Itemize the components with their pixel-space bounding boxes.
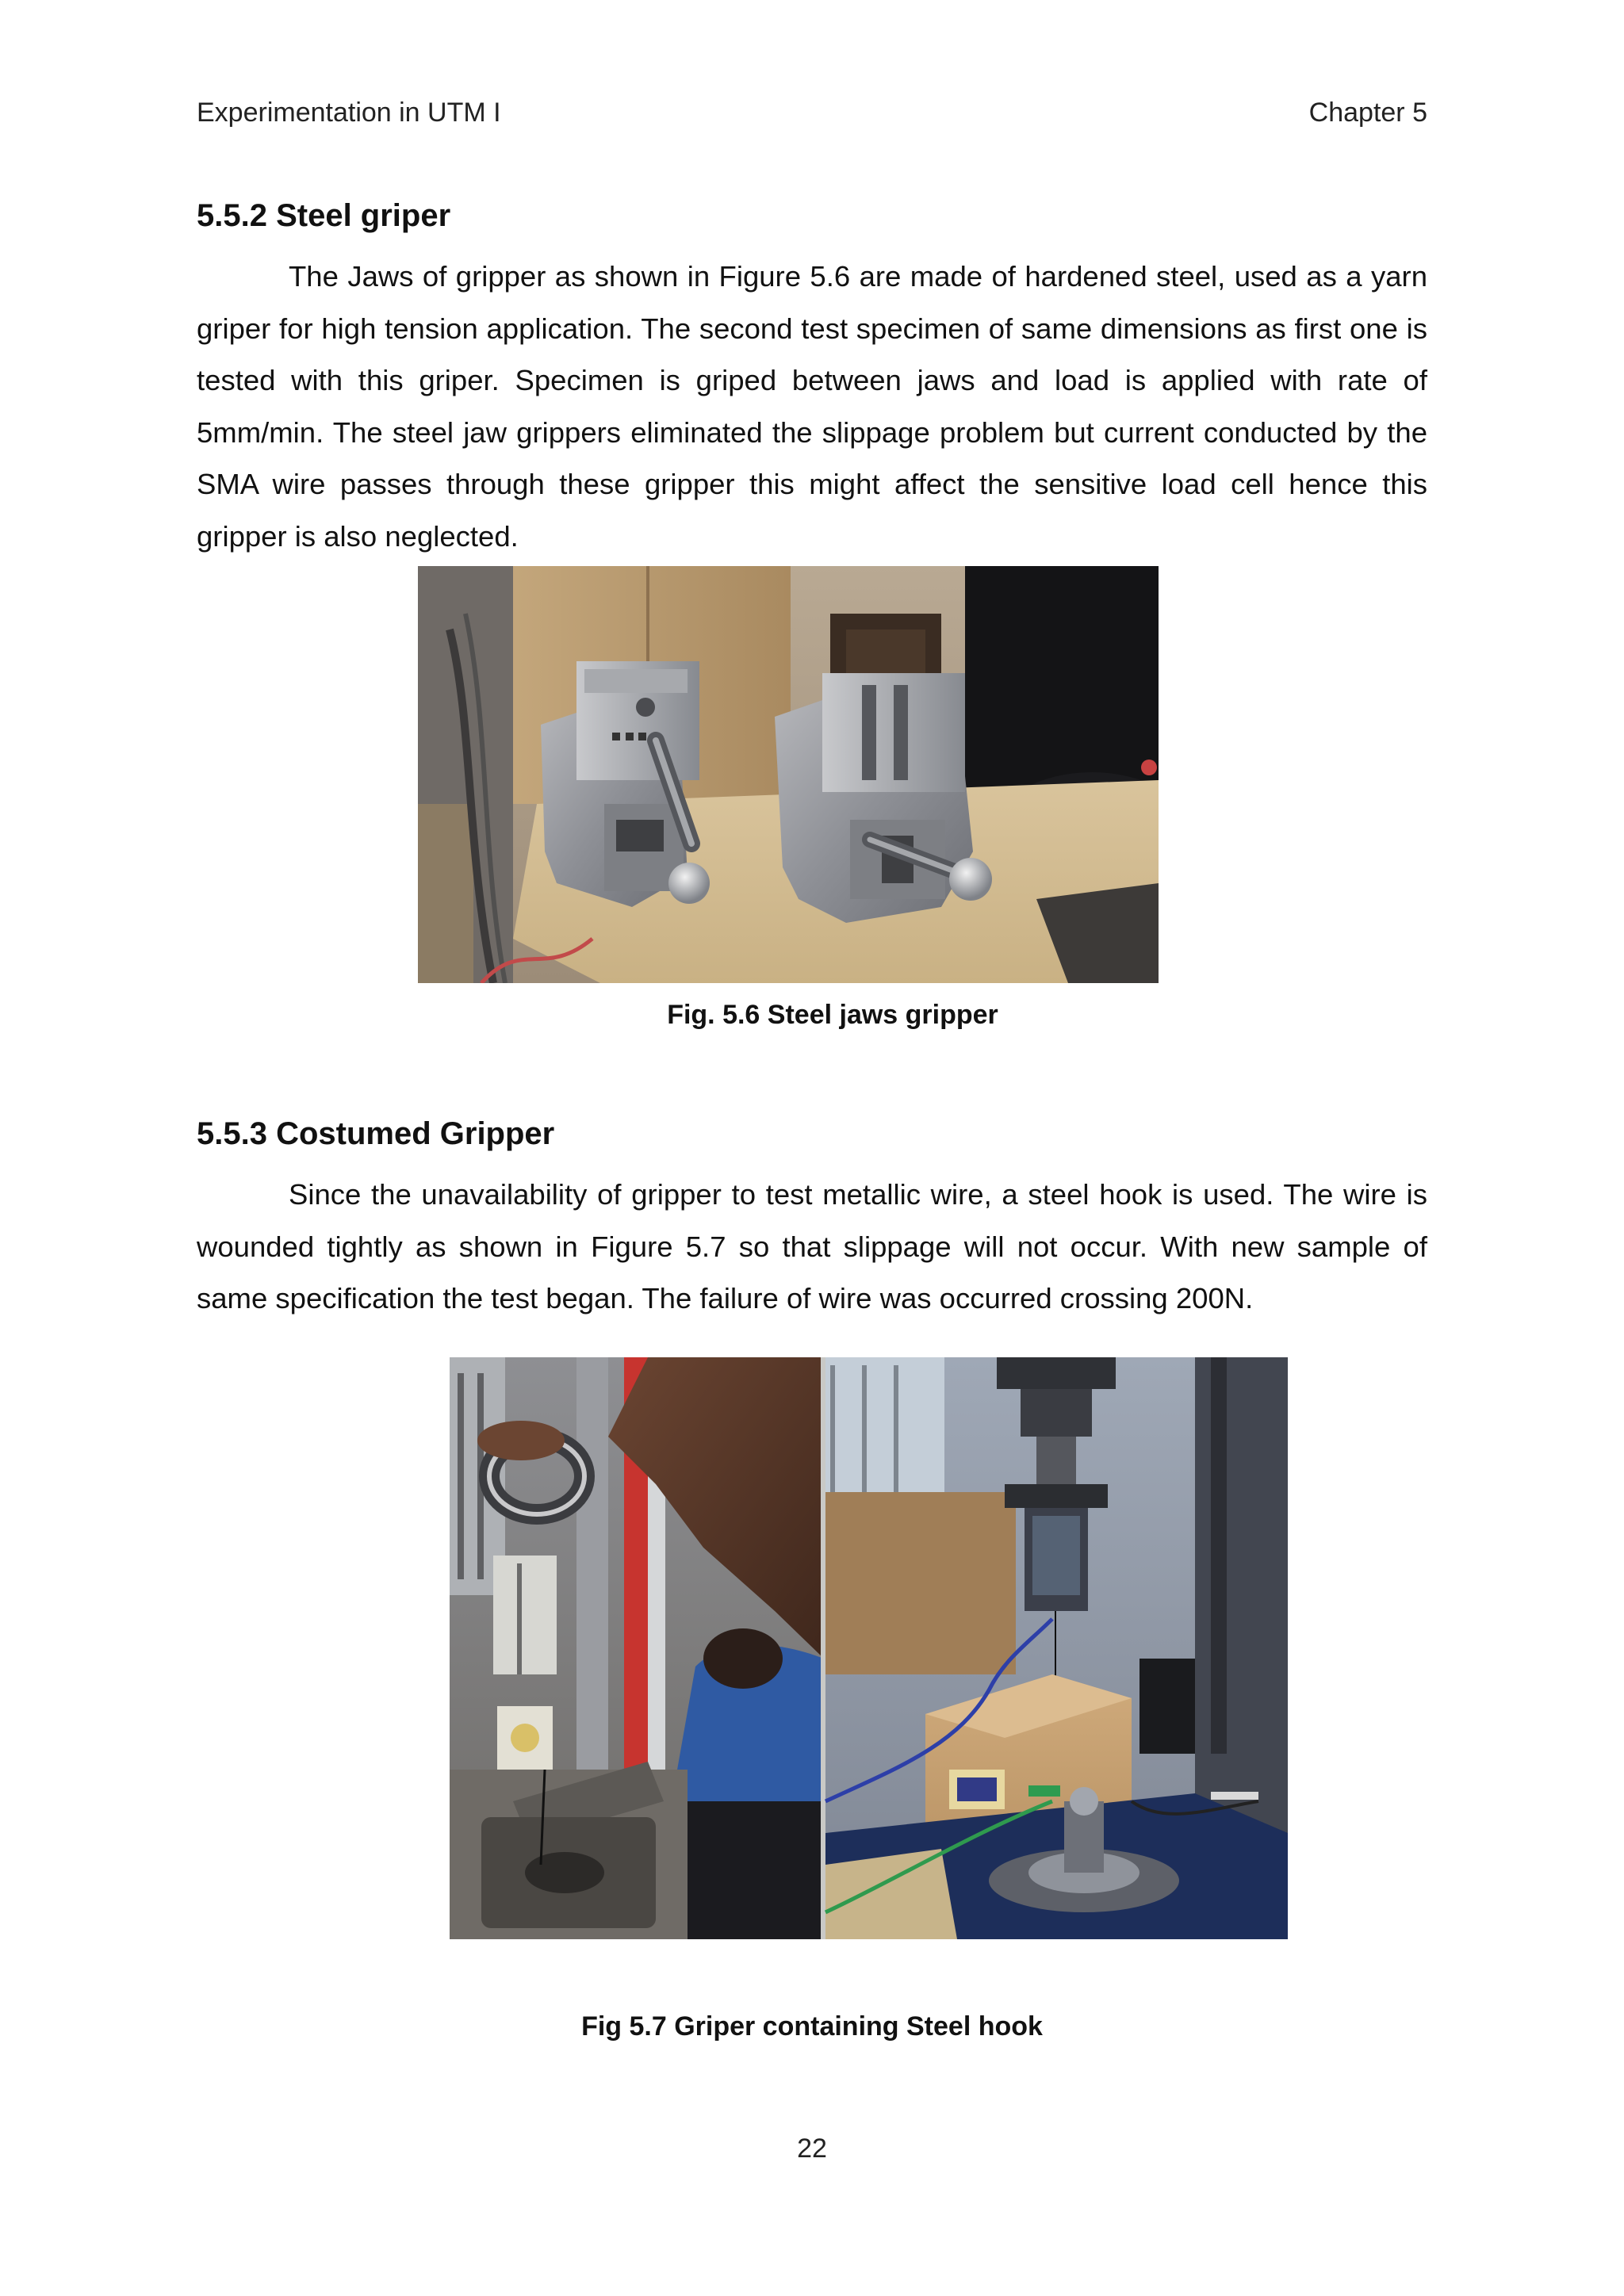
page-number: 22 — [797, 2133, 827, 2164]
figure-5-7-caption: Fig 5.7 Griper containing Steel hook — [581, 2011, 1043, 2042]
header-title: Experimentation in UTM I — [197, 98, 501, 128]
figure-steel-hook-photos — [450, 1357, 1288, 1939]
section-heading-costumed-gripper: 5.5.3 Costumed Gripper — [197, 1116, 555, 1151]
steel-hook-photo-pair — [450, 1357, 1288, 1939]
steel-jaws-photo — [418, 566, 1159, 983]
steel-griper-paragraph: The Jaws of gripper as shown in Figure 5.6 are made of hardened steel, used as a yarn griper for high tension application. The second test specimen of same dimensions as first one is tested with this griper. Specimen is griped between jaws and load is applied with rate of 5mm/min. The steel jaw grippers eliminated the slippage problem but current conducted by the SMA wire passes through these gripper this might affect the sensitive load cell hence this gripper is also neglected. — [197, 260, 1427, 553]
header-chapter: Chapter 5 — [1308, 98, 1427, 128]
figure-steel-jaws-gripper-photo — [418, 566, 1159, 983]
figure-5-6-caption: Fig. 5.6 Steel jaws gripper — [667, 1000, 998, 1030]
section-heading-steel-griper: 5.5.2 Steel griper — [197, 198, 451, 233]
running-header — [197, 97, 1427, 128]
costumed-gripper-paragraph: Since the unavailability of gripper to test metallic wire, a steel hook is used. The wire is wounded tightly as shown in Figure 5.7 so that slippage will not occur. With new sample of same specification the test began. The failure of wire was occurred crossing 200N. — [197, 1178, 1427, 1314]
